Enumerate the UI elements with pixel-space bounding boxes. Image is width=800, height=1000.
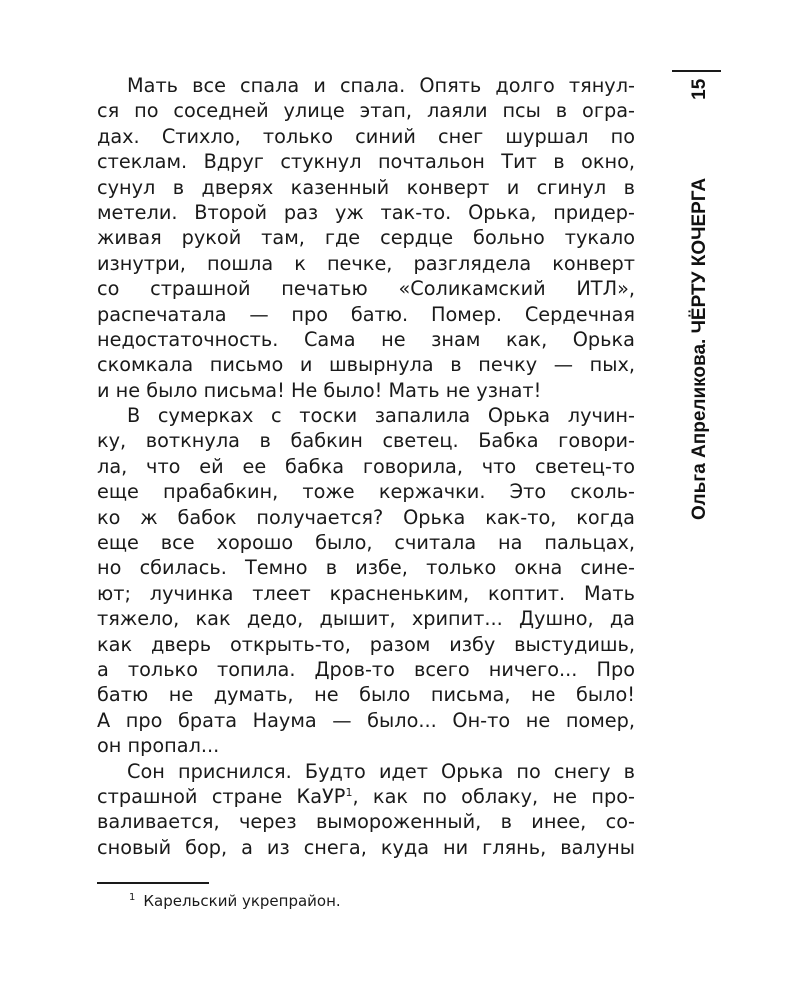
body-text: [97, 73, 635, 860]
paragraph-3-line-2-text: страшной стране КаУР: [97, 784, 346, 808]
footnote-reference[interactable]: 1: [345, 785, 353, 799]
paragraph-2-line-9: тяжело, как дедо, дышит, хрипит... Душно, да: [97, 607, 635, 631]
paragraph-1-line-5: сунул в дверях казенный конверт и сгинул в: [97, 175, 635, 199]
paragraph-1-line-6: метели. Второй раз уж так-то. Орька, придер-: [97, 200, 635, 224]
paragraph-1-line-1: Мать все спала и спала. Опять долго тянул-: [127, 74, 635, 97]
running-head-rule: [672, 70, 721, 72]
paragraph-1-line-2: ся по соседней улице этап, лаяли псы в огра-: [97, 99, 635, 123]
paragraph-3-line-1: Сон приснился. Будто идет Орька по снегу в: [127, 759, 635, 783]
paragraph-1-line-4: стеклам. Вдруг стукнул почтальон Тит в окно,: [97, 150, 635, 174]
paragraph-3-line-2-continuation: , как по облаку, не про-: [352, 784, 635, 808]
paragraph-2-line-7: но сбилась. Темно в избе, только окна сине-: [97, 556, 635, 580]
paragraph-2-line-2: ку, воткнула в бабкин светец. Бабка говори-: [97, 429, 635, 453]
footnote-text: Карельский укрепрайон.: [143, 892, 341, 910]
paragraph-2-line-12: батю не думать, не было письма, не было!: [97, 683, 635, 707]
paragraph-1-line-13: и не было письма! Не было! Мать не узнат!: [97, 378, 542, 402]
paragraph-1-line-9: со страшной печатью «Соликамский ИТЛ»,: [97, 277, 635, 301]
footnote: [129, 888, 341, 911]
paragraph-1-line-3: дах. Стихло, только синий снег шуршал по: [97, 124, 635, 148]
paragraph-1-line-11: недостаточность. Сама не знам как, Орька: [97, 327, 635, 351]
paragraph-2-line-4: еще прабабкин, тоже кержачки. Это сколь-: [97, 480, 635, 504]
paragraph-1-line-10: распечатала — про батю. Помер. Сердечная: [97, 302, 635, 326]
footnote-number: 1: [129, 892, 136, 903]
paragraph-1-line-8: изнутри, пошла к печке, разглядела конверт: [97, 251, 635, 275]
footnote-divider: [97, 882, 209, 884]
paragraph-3-line-3: валивается, через вымороженный, в инее, со-: [97, 810, 635, 834]
paragraph-3-line-2: [97, 784, 635, 809]
paragraph-2-line-10: как дверь открыть-то, разом избу выстудишь,: [97, 632, 635, 656]
paragraph-2-line-14: он пропал...: [97, 734, 220, 758]
paragraph-1-line-12: скомкала письмо и швырнула в печку — пых,: [97, 353, 635, 377]
paragraph-2-line-5: ко ж бабок получается? Орька как-то, когда: [97, 505, 635, 529]
paragraph-3-line-4: сновый бор, а из снега, куда ни глянь, валуны: [97, 835, 635, 859]
paragraph-2-line-1: В сумерках с тоски запалила Орька лучин-: [127, 404, 635, 428]
paragraph-2-line-6: еще все хорошо было, считала на пальцах,: [97, 531, 635, 555]
paragraph-2-line-8: ют; лучинка тлеет красненьким, коптит. Мать: [97, 581, 635, 605]
paragraph-2-line-3: ла, что ей ее бабка говорила, что светец-то: [97, 454, 635, 478]
running-head-title: Ольга Апреликова. ЧЁРТУ КОЧЕРГА: [689, 177, 710, 520]
paragraph-2-line-11: а только топила. Дров-то всего ничего... Про: [97, 657, 635, 681]
page-number: 15: [689, 78, 710, 100]
running-head: [689, 79, 711, 520]
paragraph-2-line-13: А про брата Наума — было... Он-то не помер,: [97, 708, 635, 732]
paragraph-1-line-7: живая рукой там, где сердце больно тукало: [97, 226, 635, 250]
